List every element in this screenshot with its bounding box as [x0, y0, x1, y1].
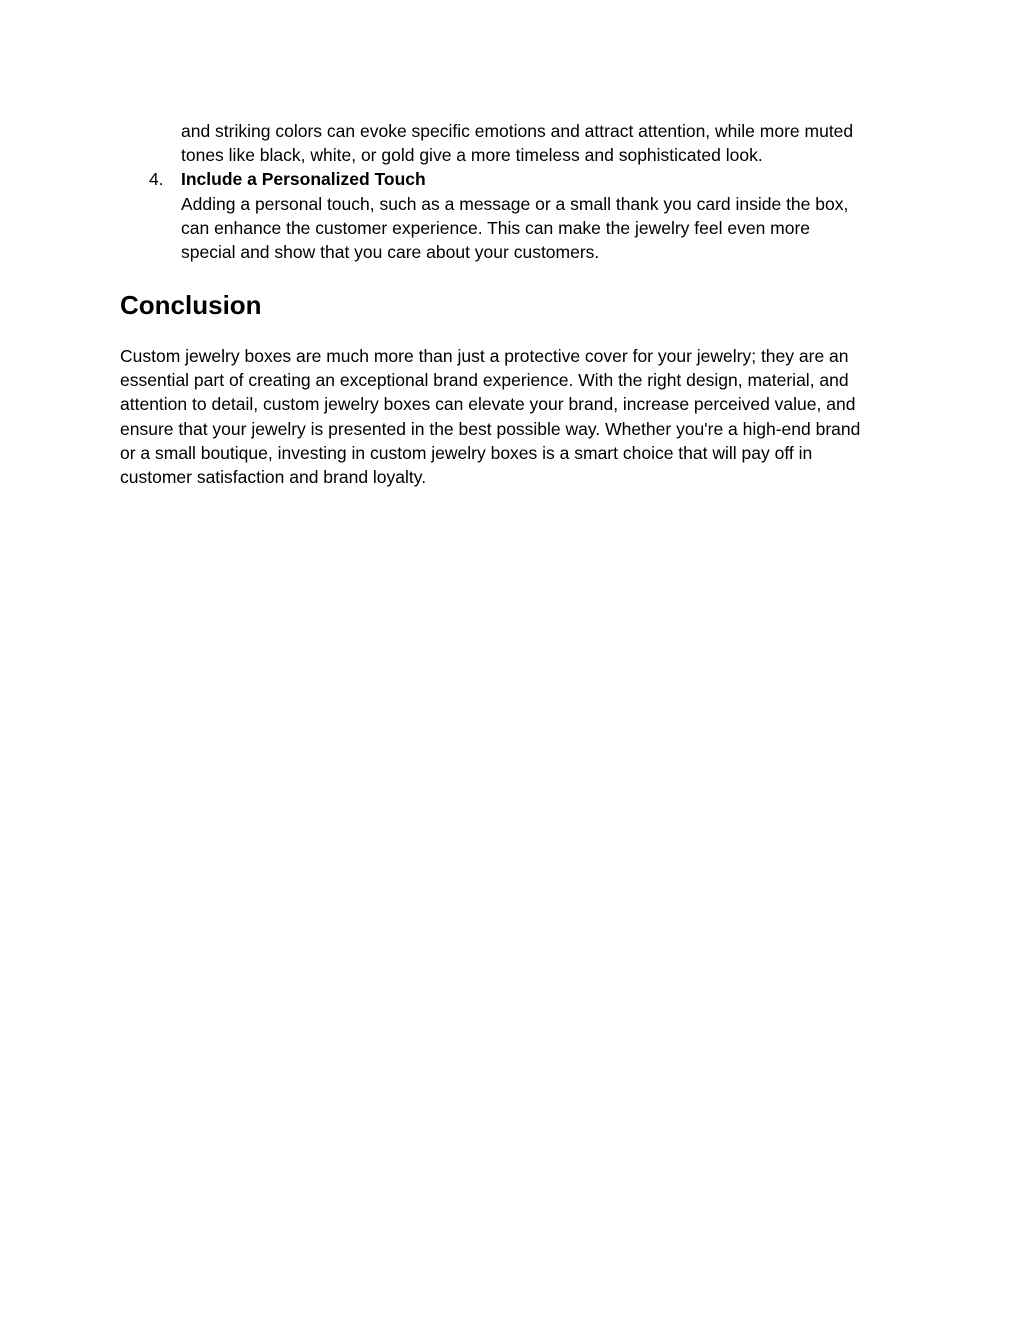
paragraph-line: Custom jewelry boxes are much more than just a protective cover for your jewelry; they are an [120, 346, 849, 366]
paragraph-line: essential part of creating an exceptional brand experience. With the right design, material, and [120, 370, 849, 390]
list-item-text-line: special and show that you care about your customers. [181, 242, 600, 262]
paragraph-line: or a small boutique, investing in custom jewelry boxes is a smart choice that will pay off in [120, 443, 813, 463]
paragraph-line: ensure that your jewelry is presented in the best possible way. Whether you're a high-end brand [120, 419, 861, 439]
list-item-text-line: Adding a personal touch, such as a message or a small thank you card inside the box, [181, 194, 849, 214]
paragraph-line: attention to detail, custom jewelry boxes can elevate your brand, increase perceived value, and [120, 394, 856, 414]
list-item-text-line: and striking colors can evoke specific emotions and attract attention, while more muted [181, 121, 854, 141]
list-item-text-line: tones like black, white, or gold give a more timeless and sophisticated look. [181, 145, 763, 165]
paragraph-line: customer satisfaction and brand loyalty. [120, 467, 427, 487]
list-item-number: 4. [149, 169, 164, 189]
section-heading-conclusion: Conclusion [120, 290, 262, 320]
list-item-title: Include a Personalized Touch [181, 169, 426, 189]
list-item-text-line: can enhance the customer experience. This can make the jewelry feel even more [181, 218, 811, 238]
